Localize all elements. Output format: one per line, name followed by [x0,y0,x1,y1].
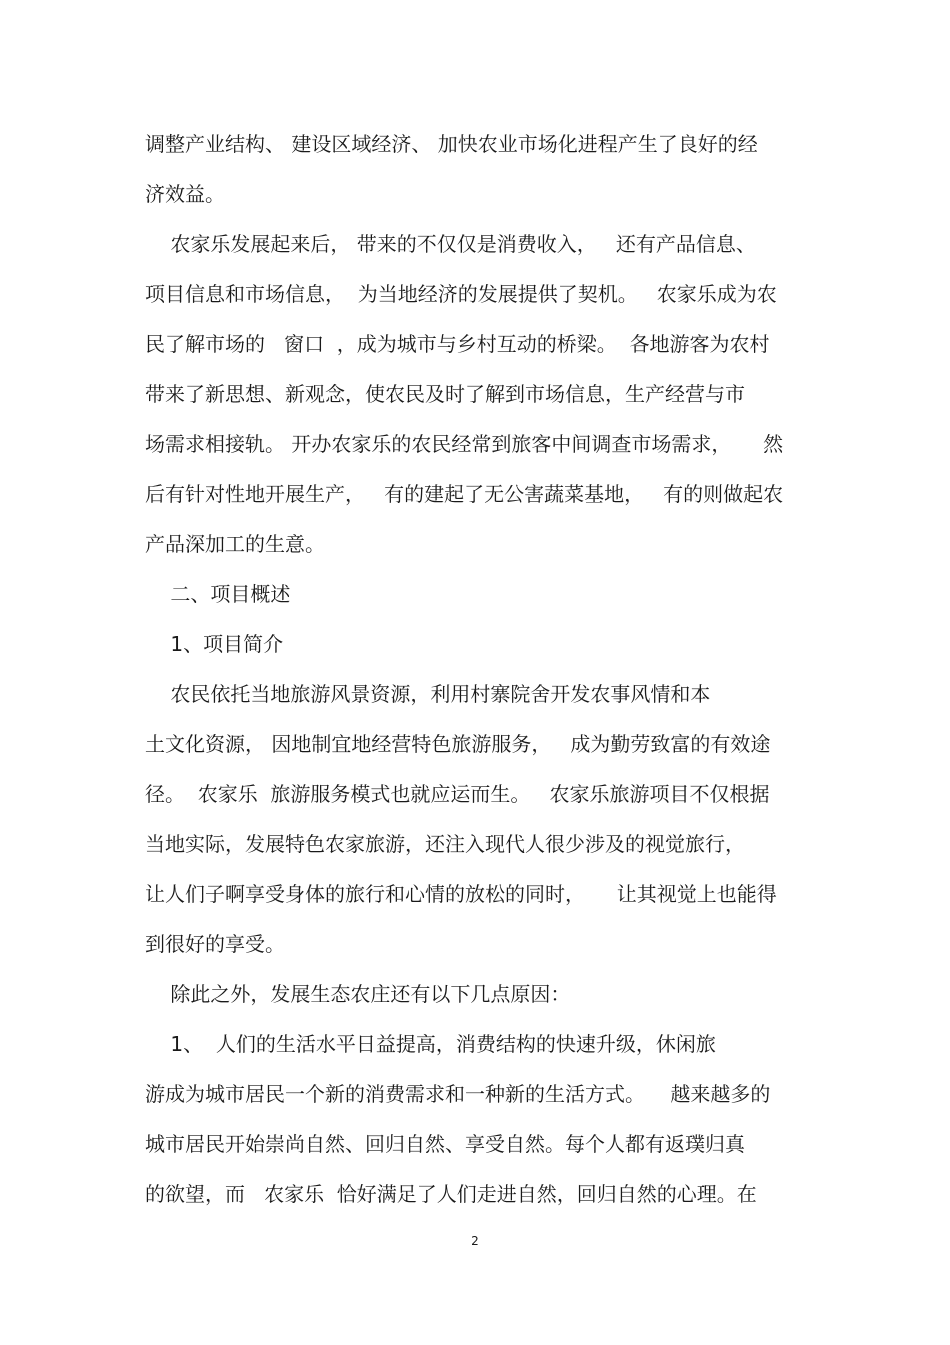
text-line: 城市居民开始崇尚自然、回归自然、享受自然。每个人都有返璞归真 [145,1132,745,1156]
text-line: 民了解市场的 窗口 ，成为城市与乡村互动的桥梁。 各地游客为农村 [145,332,770,356]
subsection-heading: 1、项目简介 [145,632,284,656]
text-line: 后有针对性地开展生产， 有的建起了无公害蔬菜基地， 有的则做起农 [145,482,784,506]
text-line: 到很好的享受。 [145,932,285,956]
page-number: 2 [471,1234,479,1248]
text-line: 的欲望，而 农家乐 恰好满足了人们走进自然，回归自然的心理。在 [145,1182,757,1206]
text-line: 除此之外，发展生态农庄还有以下几点原因： [145,982,571,1006]
text-line: 济效益。 [145,182,225,206]
text-line: 当地实际，发展特色农家旅游，还注入现代人很少涉及的视觉旅行， [145,832,745,856]
text-line: 让人们子啊享受身体的旅行和心情的放松的同时， 让其视觉上也能得 [145,882,777,906]
text-line: 土文化资源， 因地制宜地经营特色旅游服务， 成为勤劳致富的有效途 [145,732,771,756]
text-line: 调整产业结构、 建设区域经济、 加快农业市场化进程产生了良好的经 [145,132,758,156]
text-line: 产品深加工的生意。 [145,532,325,556]
text-line: 场需求相接轨。 开办农家乐的农民经常到旅客中间调查市场需求， 然 [145,432,784,456]
text-line: 1、 人们的生活水平日益提高，消费结构的快速升级，休闲旅 [145,1032,716,1056]
text-line: 项目信息和市场信息， 为当地经济的发展提供了契机。 农家乐成为农 [145,282,777,306]
text-line: 农家乐发展起来后， 带来的不仅仅是消费收入， 还有产品信息、 [145,232,756,256]
text-line: 径。 农家乐 旅游服务模式也就应运而生。 农家乐旅游项目不仅根据 [145,782,770,806]
text-line: 游成为城市居民一个新的消费需求和一种新的生活方式。 越来越多的 [145,1082,771,1106]
text-line: 带来了新思想、新观念，使农民及时了解到市场信息，生产经营与市 [145,382,745,406]
section-heading: 二、项目概述 [145,582,291,606]
text-line: 农民依托当地旅游风景资源，利用村寨院舍开发农事风情和本 [145,682,711,706]
